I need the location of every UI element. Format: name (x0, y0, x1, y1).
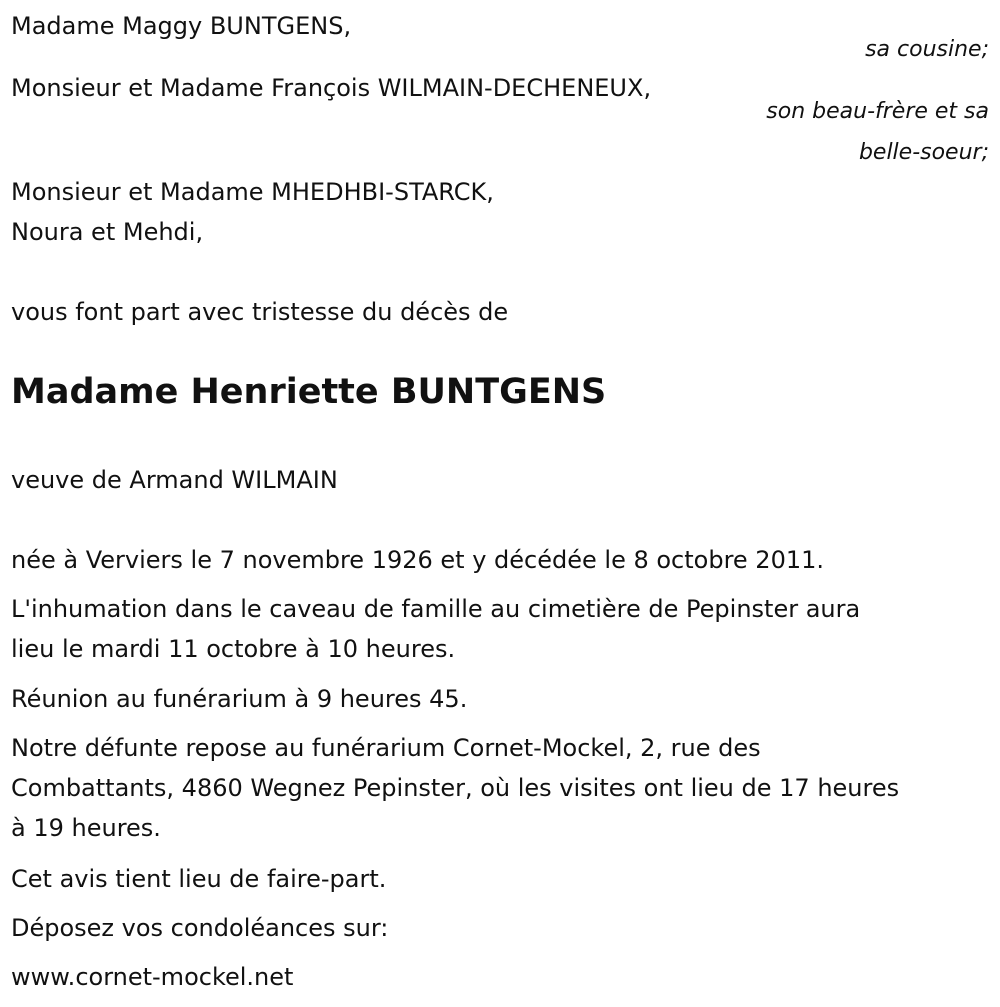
relation-sister-in-law: belle-soeur; (858, 140, 989, 165)
deceased-name: Madame Henriette BUNTGENS (11, 372, 607, 412)
burial-text-1: L'inhumation dans le caveau de famille au cimetière de Pepinster aura (11, 595, 861, 623)
family-member-1: Madame Maggy BUNTGENS, (11, 12, 352, 40)
family-member-4: Noura et Mehdi, (11, 218, 204, 246)
family-member-3: Monsieur et Madame MHEDHBI-STARCK, (11, 178, 494, 206)
rest-text-2: Combattants, 4860 Wegnez Pepinster, où les visites ont lieu de 17 heures (11, 774, 900, 802)
condolences-text: Déposez vos condoléances sur: (11, 914, 389, 942)
rest-text-1: Notre défunte repose au funérarium Cornet-Mockel, 2, rue des (11, 734, 761, 762)
rest-text-3: à 19 heures. (11, 814, 161, 842)
meeting-text: Réunion au funérarium à 9 heures 45. (11, 685, 468, 713)
relation-cousin: sa cousine; (865, 37, 989, 62)
birth-death-text: née à Verviers le 7 novembre 1926 et y décédée le 8 octobre 2011. (11, 546, 825, 574)
family-member-2: Monsieur et Madame François WILMAIN-DECHENEUX, (11, 74, 652, 102)
intro-text: vous font part avec tristesse du décès de (11, 298, 509, 326)
relation-brother-in-law: son beau-frère et sa (766, 99, 989, 124)
website-link[interactable]: www.cornet-mockel.net (11, 963, 294, 991)
burial-text-2: lieu le mardi 11 octobre à 10 heures. (11, 635, 456, 663)
notice-text: Cet avis tient lieu de faire-part. (11, 865, 387, 893)
widow-of: veuve de Armand WILMAIN (11, 466, 338, 494)
